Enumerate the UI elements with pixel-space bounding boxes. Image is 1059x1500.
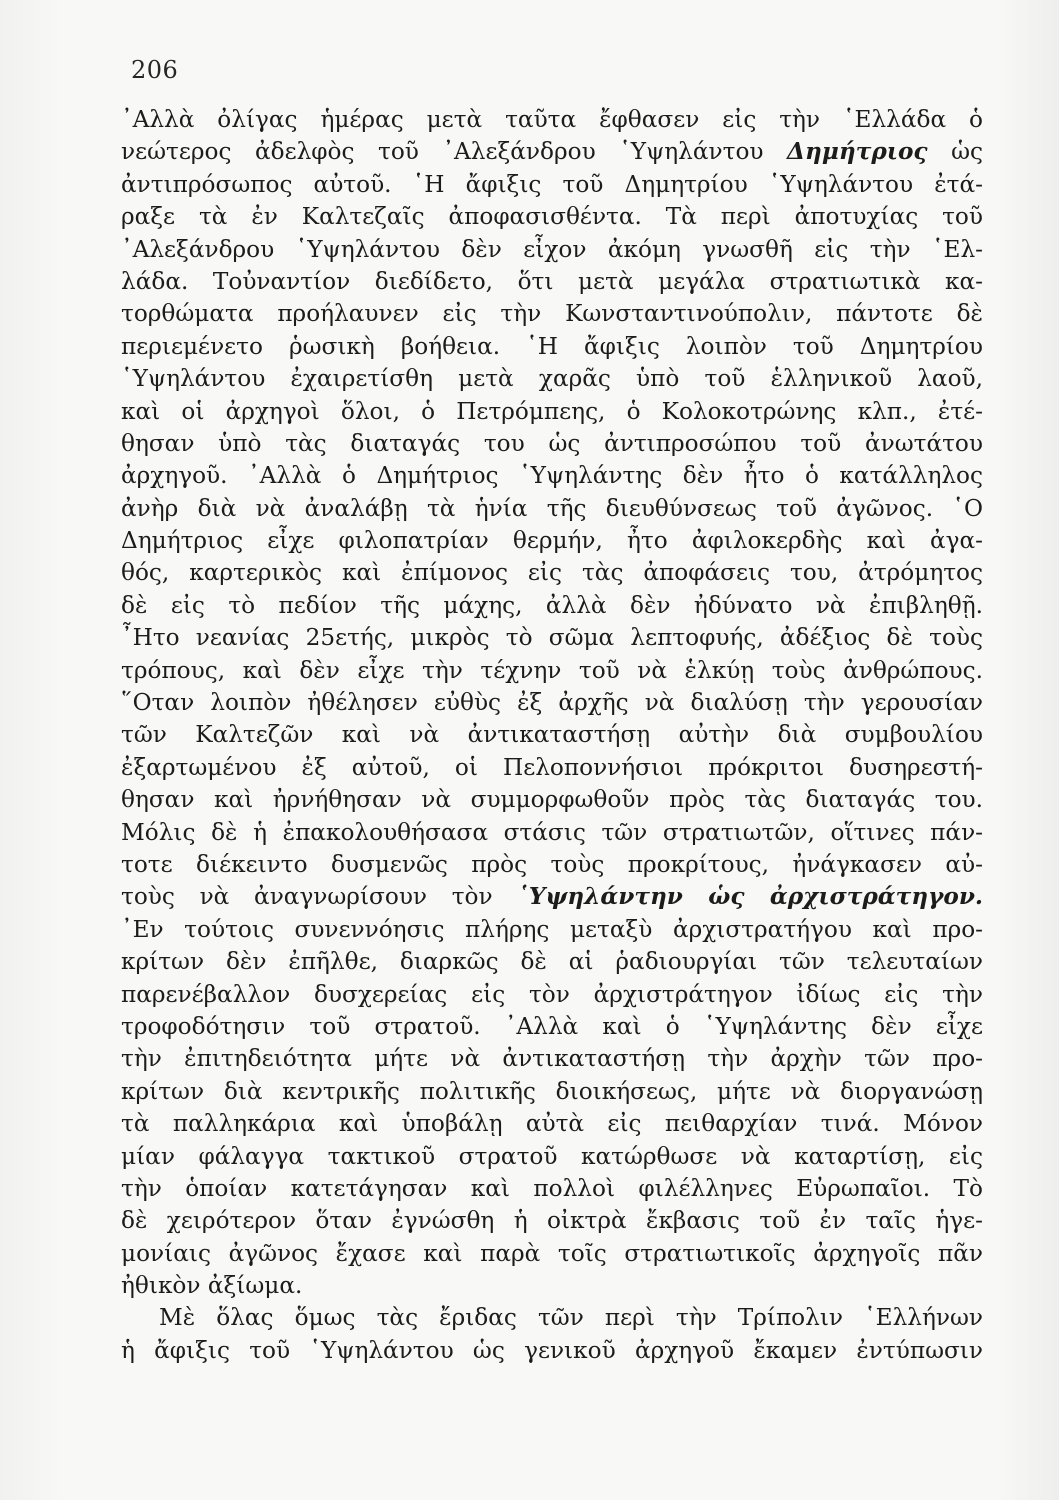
text-line: Δημήτριος εἶχε φιλοπατρίαν θερμήν, ἦτο ἀφιλοκερδὴς καὶ ἀγα- [121,527,983,555]
text-line: τοτε διέκειντο δυσμενῶς πρὸς τοὺς προκρίτους, ἠνάγκασεν αὐ- [121,850,983,878]
text-line: θός, καρτερικὸς καὶ ἐπίμονος εἰς τὰς ἀποφάσεις του, ἀτρόμητος [121,559,983,587]
paragraph-2 [121,1302,983,1367]
text-line: τοὺς νὰ ἀναγνωρίσουν τὸν ῾Υψηλάντην ὡς ἀρχιστράτηγον. [121,883,983,911]
emphasized-title: ῾Υψηλάντην ὡς ἀρχιστράτηγον. [517,883,983,911]
text-line: ῾Υψηλάντου ἐχαιρετίσθη μετὰ χαρᾶς ὑπὸ τοῦ ἑλληνικοῦ λαοῦ, [121,365,983,393]
text-line: δὲ εἰς τὸ πεδίον τῆς μάχης, ἀλλὰ δὲν ἠδύνατο νὰ ἐπιβληθῇ. [121,591,983,619]
text-line: θησαν καὶ ἠρνήθησαν νὰ συμμορφωθοῦν πρὸς τὰς διαταγάς του. [121,786,983,814]
text-line: ἐξαρτωμένου ἐξ αὐτοῦ, οἱ Πελοποννήσιοι πρόκριτοι δυσηρεστή- [121,753,983,781]
text-line: μίαν φάλαγγα τακτικοῦ στρατοῦ κατώρθωσε νὰ καταρτίσῃ, εἰς [121,1142,983,1170]
emphasized-name: Δημήτριος [787,138,928,166]
text-line: κρίτων δὲν ἐπῆλθε, διαρκῶς δὲ αἱ ῥαδιουργίαι τῶν τελευταίων [121,948,983,976]
text-line: Μόλις δὲ ἡ ἐπακολουθήσασα στάσις τῶν στρατιωτῶν, οἵτινες πάν- [121,818,983,846]
text-line: τὰ παλληκάρια καὶ ὑποβάλῃ αὐτὰ εἰς πειθαρχίαν τινά. Μόνον [121,1110,983,1138]
text-line: ἡ ἄφιξις τοῦ ῾Υψηλάντου ὡς γενικοῦ ἀρχηγοῦ ἔκαμεν ἐντύπωσιν [121,1336,983,1364]
text-line: θησαν ὑπὸ τὰς διαταγάς του ὡς ἀντιπροσώπου τοῦ ἀνωτάτου [121,429,983,457]
text-line: ἀρχηγοῦ. ᾿Αλλὰ ὁ Δημήτριος ῾Υψηλάντης δὲν ἦτο ὁ κατάλληλος [121,462,983,490]
text-line: ᾿Αλεξάνδρου ῾Υψηλάντου δὲν εἶχον ἀκόμη γνωσθῆ εἰς τὴν ῾Ελ- [121,235,983,263]
text-line: τὴν ἐπιτηδειότητα μήτε νὰ ἀντικαταστήσῃ τὴν ἀρχὴν τῶν προ- [121,1045,983,1073]
page-number: 206 [131,56,179,84]
text-line: μονίαις ἀγῶνος ἔχασε καὶ παρὰ τοῖς στρατιωτικοῖς ἀρχηγοῖς πᾶν [121,1239,983,1267]
text-line: ᾿Εν τούτοις συνεννόησις πλήρης μεταξὺ ἀρχιστρατήγου καὶ προ- [121,915,983,943]
text-line: περιεμένετο ῥωσικὴ βοήθεια. ῾Η ἄφιξις λοιπὸν τοῦ Δημητρίου [121,332,983,360]
text-line: λάδα. Τοὐναντίον διεδίδετο, ὅτι μετὰ μεγάλα στρατιωτικὰ κα- [121,267,983,295]
paragraph-1 [121,104,983,1302]
text-line: ἀνὴρ διὰ νὰ ἀναλάβῃ τὰ ἡνία τῆς διευθύνσεως τοῦ ἀγῶνος. ῾Ο [121,494,983,522]
text-line: ῞Οταν λοιπὸν ἠθέλησεν εὐθὺς ἐξ ἀρχῆς νὰ διαλύσῃ τὴν γερουσίαν [121,689,983,717]
text-line: καὶ οἱ ἀρχηγοὶ ὅλοι, ὁ Πετρόμπεης, ὁ Κολοκοτρώνης κλπ., ἐτέ- [121,397,983,425]
text-line: τρόπους, καὶ δὲν εἶχε τὴν τέχνην τοῦ νὰ ἑλκύῃ τοὺς ἀνθρώπους. [121,656,983,684]
text-line: ἀντιπρόσωπος αὐτοῦ. ῾Η ἄφιξις τοῦ Δημητρίου ῾Υψηλάντου ἐτά- [121,170,983,198]
text-line: τῶν Καλτεζῶν καὶ νὰ ἀντικαταστήσῃ αὐτὴν διὰ συμβουλίου [121,721,983,749]
text-line: Μὲ ὅλας ὅμως τὰς ἔριδας τῶν περὶ τὴν Τρίπολιν ῾Ελλήνων [159,1304,983,1332]
text-line: ᾿Αλλὰ ὀλίγας ἡμέρας μετὰ ταῦτα ἔφθασεν εἰς τὴν ῾Ελλάδα ὁ [121,106,983,133]
text-line: δὲ χειρότερον ὅταν ἐγνώσθη ἡ οἰκτρὰ ἔκβασις τοῦ ἐν ταῖς ἡγε- [121,1207,983,1235]
text-line: ῏Ητο νεανίας 25ετής, μικρὸς τὸ σῶμα λεπτοφυής, ἀδέξιος δὲ τοὺς [121,624,983,652]
text-line: νεώτερος ἀδελφὸς τοῦ ᾿Αλεξάνδρου ῾Υψηλάντου Δημήτριος ὡς [121,138,983,166]
body-text [121,104,983,1367]
text-line: τορθώματα προήλαυνεν εἰς τὴν Κωνσταντινούπολιν, πάντοτε δὲ [121,300,983,328]
text-line: ἠθικὸν ἀξίωμα. [121,1272,303,1300]
text-line: κρίτων διὰ κεντρικῆς πολιτικῆς διοικήσεως, μήτε νὰ διοργανώσῃ [121,1077,983,1105]
text-line: παρενέβαλλον δυσχερείας εἰς τὸν ἀρχιστράτηγον ἰδίως εἰς τὴν [121,980,983,1008]
text-line: ραξε τὰ ἐν Καλτεζαῖς ἀποφασισθέντα. Τὰ περὶ ἀποτυχίας τοῦ [121,203,983,231]
text-line: τὴν ὁποίαν κατετάγησαν καὶ πολλοὶ φιλέλληνες Εὐρωπαῖοι. Τὸ [121,1174,983,1202]
text-line: τροφοδότησιν τοῦ στρατοῦ. ᾿Αλλὰ καὶ ὁ ῾Υψηλάντης δὲν εἶχε [121,1012,983,1040]
